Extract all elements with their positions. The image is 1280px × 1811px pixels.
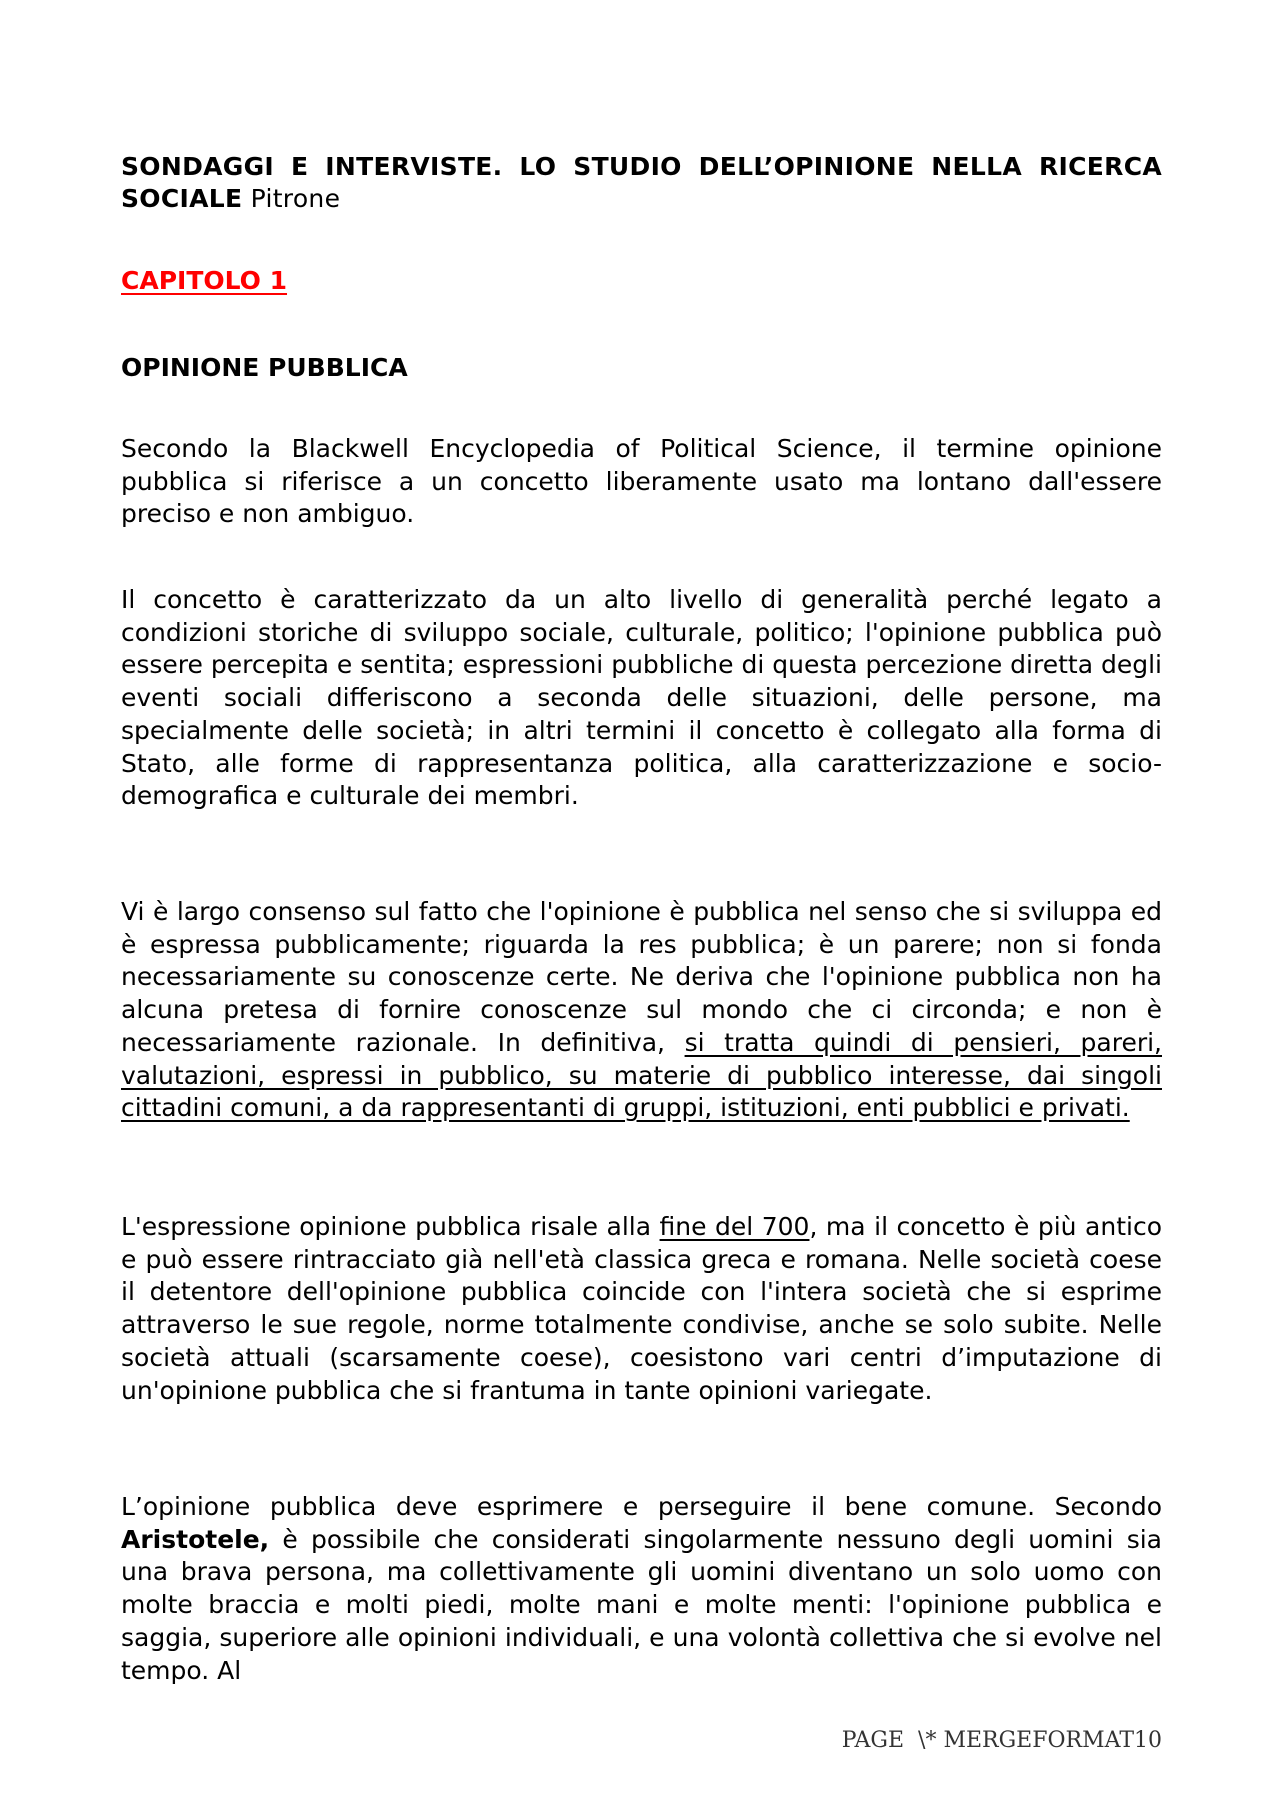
paragraph-5 (121, 1491, 1162, 1687)
paragraph-4-underlined: fine del 700 (659, 1212, 810, 1241)
section-heading: OPINIONE PUBBLICA (121, 353, 408, 382)
paragraph-3-underlined: si tratta quindi di pensieri, pareri, valutazioni, espressi in pubblico, su materie di pubblico interesse, dai singoli cittadini comuni, a da rappresentanti di gruppi, istituzioni, enti pubblici e privati. (121, 1027, 1162, 1123)
page-footer: PAGE \* MERGEFORMAT10 (841, 1728, 1162, 1753)
paragraph-4-text-end: , ma il concetto è più antico e può essere rintracciato già nell'età classica greca e romana. Nelle società coese il detentore dell'opinione pubblica coincide con l'intera società che si esprime attraverso le sue regole, norme totalmente condivise, anche se solo subite. Nelle società attuali (scarsamente coese), coesistono vari centri d’imputazione di un'opinione pubblica che si frantuma in tante opinioni variegate. (121, 1212, 1162, 1405)
title-author: Pitrone (242, 184, 341, 213)
paragraph-3 (121, 896, 1162, 1125)
paragraph-3-text: Vi è largo consenso sul fatto che l'opinione è pubblica nel senso che si sviluppa ed è espressa pubblicamente; riguarda la res pubblica; è un parere; non si fonda necessariamente su conoscenze certe. Ne deriva che l'opinione pubblica non ha alcuna pretesa di fornire conoscenze sul mondo che ci circonda; e non è necessariamente razionale. In definitiva, (121, 897, 1162, 1057)
paragraph-5-text-start: L’opinione pubblica deve esprimere e perseguire il bene comune. Secondo (121, 1492, 1162, 1521)
paragraph-4-text-start: L'espressione opinione pubblica risale alla (121, 1212, 660, 1241)
paragraph-5-text-end: è possibile che considerati singolarmente nessuno degli uomini sia una brava persona, ma collettivamente gli uomini diventano un solo uomo con molte braccia e molti piedi, molte mani e molte menti: l'opinione pubblica e saggia, superiore alle opinioni individuali, e una volontà collettiva che si evolve nel tempo. Al (121, 1524, 1162, 1685)
chapter-heading: CAPITOLO 1 (121, 266, 288, 295)
paragraph-5-bold: Aristotele, (121, 1524, 270, 1554)
document-title (121, 151, 1162, 215)
title-text: SONDAGGI E INTERVISTE. LO STUDIO DELL’OPINIONE NELLA RICERCA SOCIALE (121, 152, 1162, 213)
paragraph-1: Secondo la Blackwell Encyclopedia of Political Science, il termine opinione pubblica si riferisce a un concetto liberamente usato ma lontano dall'essere preciso e non ambiguo. (121, 434, 1162, 529)
paragraph-2: Il concetto è caratterizzato da un alto livello di generalità perché legato a condizioni storiche di sviluppo sociale, culturale, politico; l'opinione pubblica può essere percepita e sentita; espressioni pubbliche di questa percezione diretta degli eventi sociali differiscono a seconda delle situazioni, delle persone, ma specialmente delle società; in altri termini il concetto è collegato alla forma di Stato, alle forme di rappresentanza politica, alla caratterizzazione e socio-demografica e culturale dei membri. (121, 585, 1162, 811)
paragraph-4 (121, 1211, 1162, 1407)
